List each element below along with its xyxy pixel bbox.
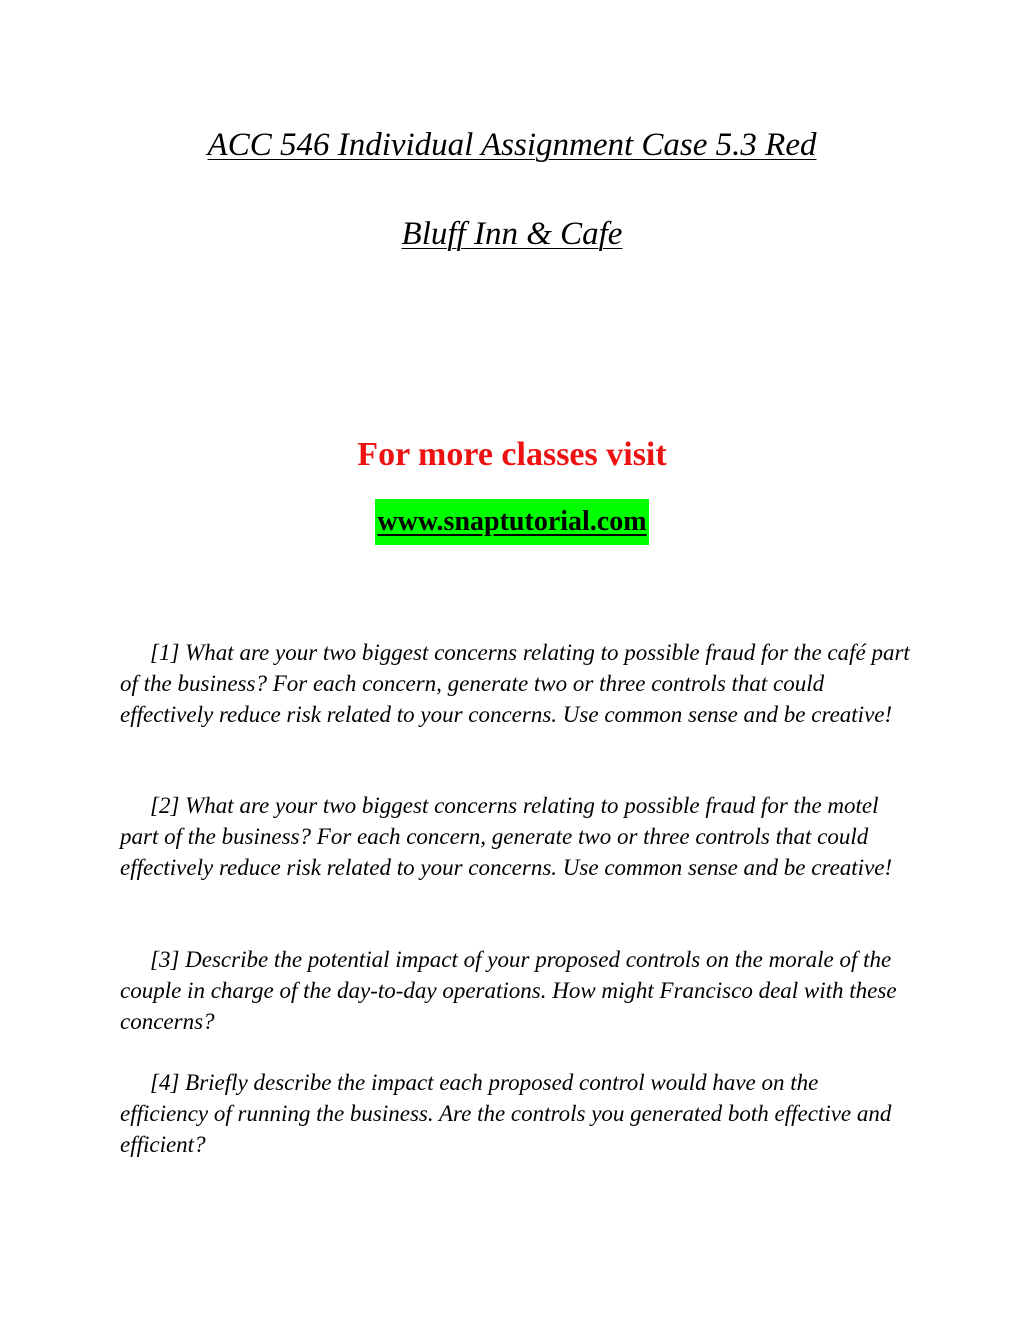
- document-title-line-2: [0, 214, 1024, 254]
- promo-heading: For more classes visit: [357, 436, 667, 473]
- promo-link-wrapper: [0, 499, 1024, 545]
- document-title-text-2: Bluff Inn & Cafe: [401, 216, 623, 252]
- question-4: [4] Briefly describe the impact each proposed control would have on the efficiency of running the business. Are the controls you generated both effective and efficient?: [120, 1070, 892, 1157]
- document-title-text-1: ACC 546 Individual Assignment Case 5.3 Red: [207, 127, 817, 163]
- question-1: [1] What are your two biggest concerns relating to possible fraud for the café part of the business? For each concern, generate two or three controls that could effectively reduce risk related to your concerns. Use common sense and be creative!: [120, 640, 910, 727]
- question-2: [2] What are your two biggest concerns relating to possible fraud for the motel part of the business? For each concern, generate two or three controls that could effectively reduce risk related to your concerns. Use common sense and be creative!: [120, 793, 893, 880]
- website-link[interactable]: www.snaptutorial.com: [375, 499, 648, 545]
- document-title-line-1: [0, 125, 1024, 165]
- question-3: [3] Describe the potential impact of your proposed controls on the morale of the couple in charge of the day-to-day operations. How might Francisco deal with these concerns?: [120, 947, 897, 1034]
